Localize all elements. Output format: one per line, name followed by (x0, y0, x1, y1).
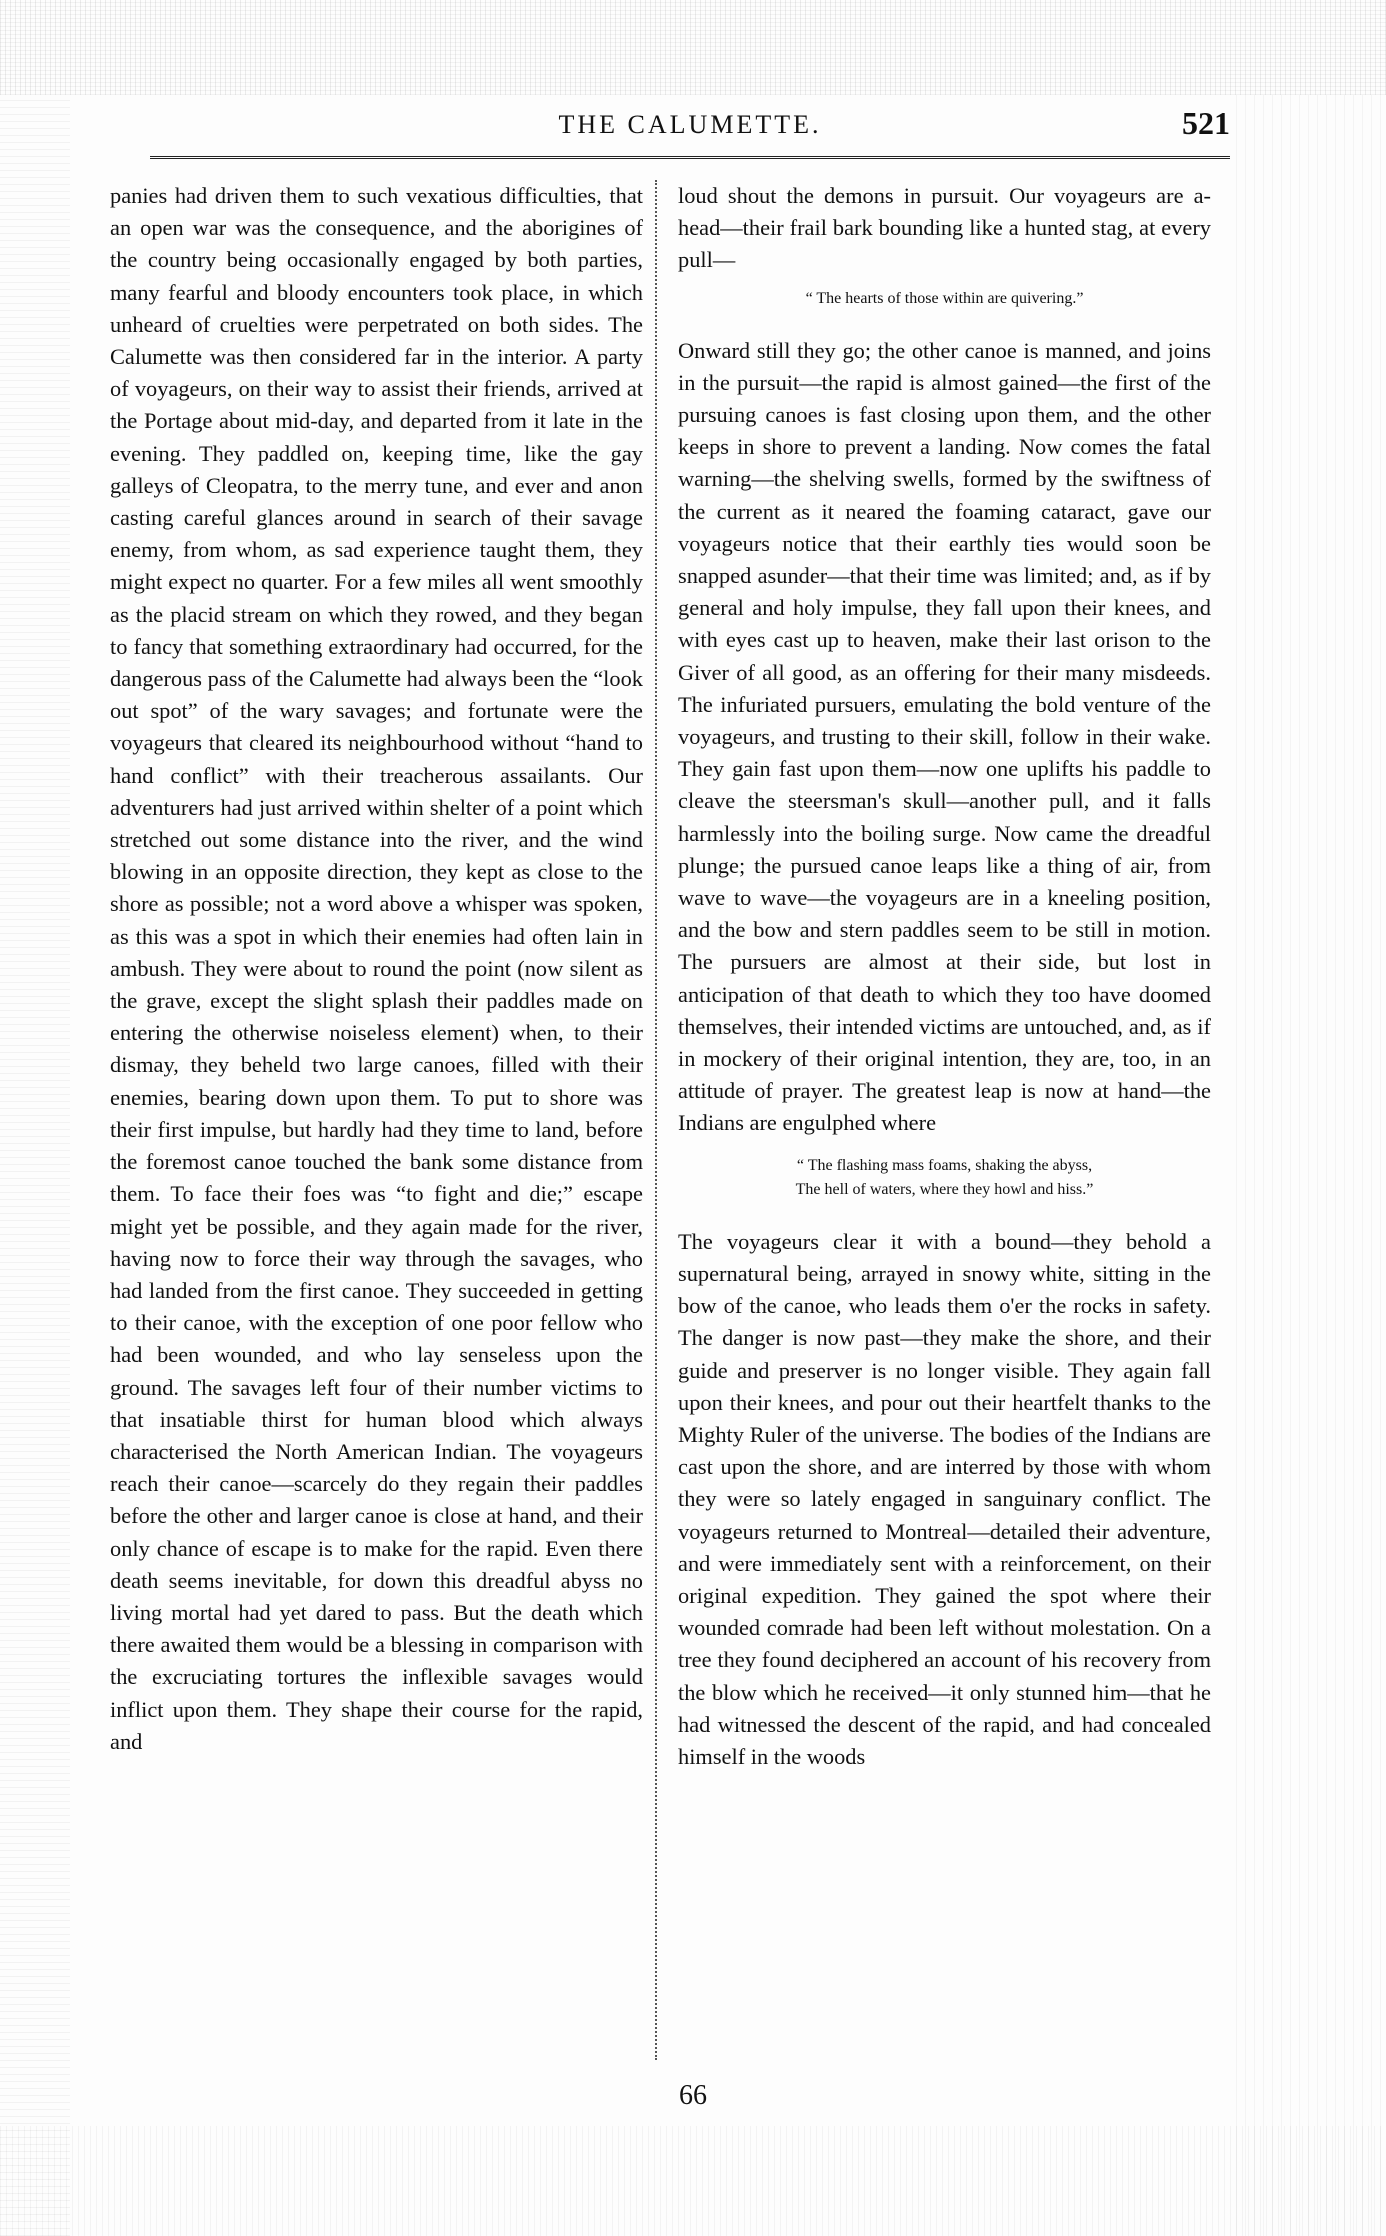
scan-noise-left (0, 95, 70, 2236)
scan-noise-bottom (0, 2126, 1386, 2236)
verse-quote-2-line-1: “ The flashing mass foams, shaking the abyss, (796, 1156, 1093, 1174)
signature-mark: 66 (679, 2080, 707, 2111)
scan-noise-top (0, 0, 1386, 95)
right-column (678, 180, 1211, 2075)
right-paragraph-3: The voyageurs clear it with a bound—they behold a supernatural being, arrayed in snowy white, sitting in the bow of the canoe, who leads them o'er the rocks in safety. The danger is now past—they make the shore, and their guide and preserver is no longer visible. They again fall upon their knees, and pour out their heartfelt thanks to the Mighty Ruler of the universe. The bodies of the Indians are cast upon the shore, and are interred by those with whom they were so lately engaged in sanguinary conflict. The voyageurs returned to Montreal—detailed their adventure, and were immediately sent with a reinforcement, on their original expedition. They gained the spot where their wounded comrade had been left without molestation. On a tree they found deciphered an account of his recovery from the blow which he received—it only stunned him—that he had witnessed the descent of the rapid, and had concealed himself in the woods (678, 1228, 1211, 1769)
column-divider (655, 180, 657, 2060)
right-paragraph-2: Onward still they go; the other canoe is manned, and joins in the pursuit—the rapid is almost gained—the first of the pursuing canoes is fast closing upon them, and the other keeps in shore to prevent a landing. Now comes the fatal warning—the shelving swells, formed by the swiftness of the current as it neared the foaming cataract, gave our voyageurs notice that their earthly ties would soon be snapped asunder—that their time was limited; and, as if by general and holy impulse, they fall upon their knees, and with eyes cast up to heaven, make their last orison to the Giver of all good, as an offering for their many misdeeds. The infuriated pursuers, emulating the bold venture of the voyageurs, and trusting to their skill, follow in their wake. They gain fast upon them—now one uplifts his paddle to cleave the steersman's skull—another pull, and it falls harmlessly into the boiling surge. Now came the dreadful plunge; the pursued canoe leaps like a thing of air, from wave to wave—the voyageurs are in a kneeling position, and the bow and stern paddles seem to be still in motion. The pursuers are almost at their side, but lost in anticipation of that death to which they too have doomed themselves, their intended victims are untouched, and, as if in mockery of their original intention, they are, too, in an attitude of prayer. The greatest leap is now at hand—the Indians are engulphed where (678, 337, 1211, 1136)
verse-quote-1: “ The hearts of those within are quivering.” (805, 289, 1084, 307)
page-number: 521 (1182, 105, 1230, 141)
page-header (150, 105, 1230, 150)
header-rule (150, 156, 1230, 159)
running-title: THE CALUMETTE. (558, 110, 822, 139)
left-column (110, 180, 643, 2075)
verse-quote-2-line-2: The hell of waters, where they howl and hiss.” (795, 1180, 1094, 1198)
right-paragraph-1: loud shout the demons in pursuit. Our voyageurs are a-head—their frail bark bounding like a hunted stag, at every pull— (678, 183, 1211, 273)
scan-noise-right (1236, 95, 1386, 2236)
verse-quote-2 (678, 1154, 1211, 1202)
left-column-text: panies had driven them to such vexatious difficulties, that an open war was the consequence, and the aborigines of the country being occasionally engaged by both parties, many fearful and bloody encounters took place, in which unheard of cruelties were perpetrated on both sides. The Calumette was then considered far in the interior. A party of voyageurs, on their way to assist their friends, arrived at the Portage about mid-day, and departed from it late in the evening. They paddled on, keeping time, like the gay galleys of Cleopatra, to the merry tune, and ever and anon casting careful glances around in search of their savage enemy, from whom, as sad experience taught them, they might expect no quarter. For a few miles all went smoothly as the placid stream on which they rowed, and they began to fancy that something extraordinary had occurred, for the dangerous pass of the Calumette had always been the “look out spot” of the wary savages; and fortunate were the voyageurs that cleared its neighbourhood without “hand to hand conflict” with their treacherous assailants. Our adventurers had just arrived within shelter of a point which stretched out some distance into the river, and the wind blowing in an opposite direction, they kept as close to the shore as possible; not a word above a whisper was spoken, as this was a spot in which their enemies had often lain in ambush. They were about to round the point (now silent as the grave, except the slight splash their paddles made on entering the otherwise noiseless element) when, to their dismay, they beheld two large canoes, filled with their enemies, bearing down upon them. To put to shore was their first impulse, but hardly had they time to land, before the foremost canoe touched the bank some distance from them. To face their foes was “to fight and die;” escape might yet be possible, and they again made for the river, having now to force their way through the savages, who had landed from the first canoe. They succeeded in getting to their canoe, with the exception of one poor fellow who had been wounded, and who lay senseless upon the ground. The savages left four of their number victims to that insatiable thirst for human blood which always characterised the North American Indian. The voyageurs reach their canoe—scarcely do they regain their paddles before the other and larger canoe is close at hand, and their only chance of escape is to make for the rapid. Even there death seems inevitable, for down this dreadful abyss no living mortal had yet dared to pass. But the death which there awaited them would be a blessing in comparison with the excruciating tortures the inflexible savages would inflict upon them. They shape their course for the rapid, and (110, 183, 643, 1754)
